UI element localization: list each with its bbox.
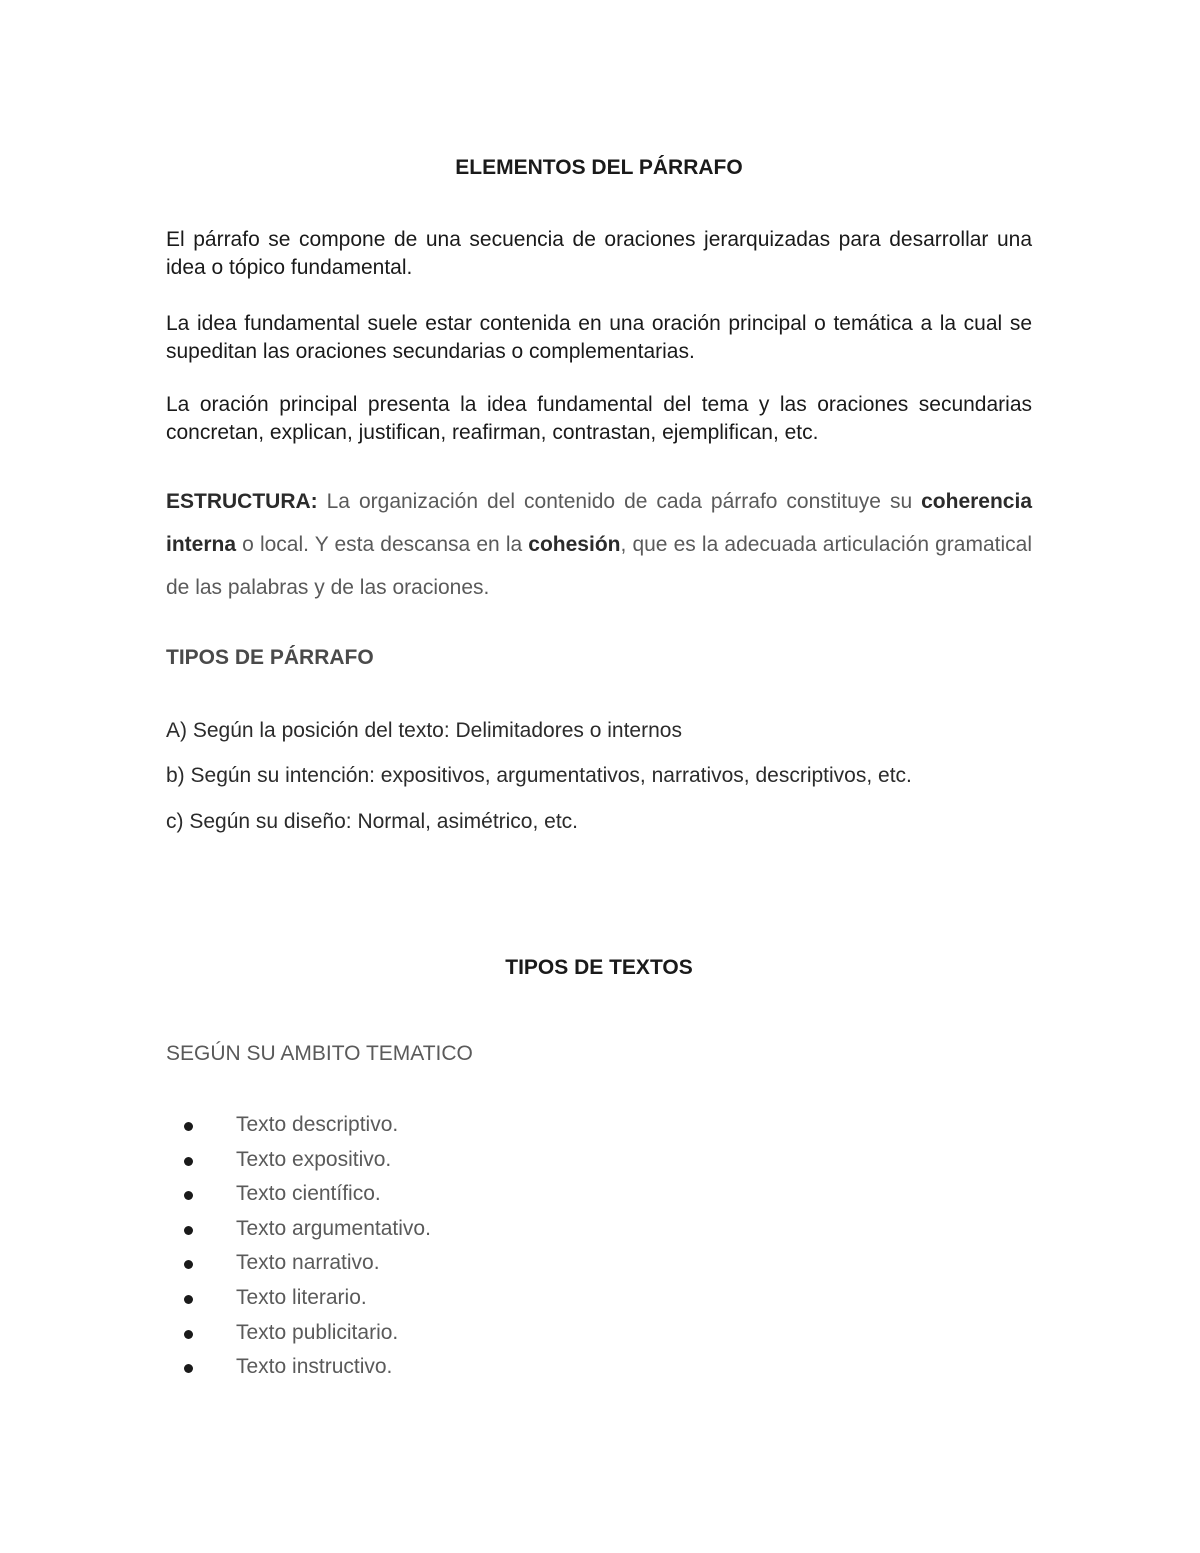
estructura-text-2: o local. Y esta descansa en la xyxy=(236,533,529,556)
list-item-label: Texto argumentativo. xyxy=(236,1216,431,1240)
list-item-label: Texto narrativo. xyxy=(236,1251,380,1275)
bullet-icon xyxy=(184,1226,193,1235)
bullet-icon xyxy=(184,1157,193,1166)
list-item xyxy=(166,1177,1032,1212)
bullet-icon xyxy=(184,1295,193,1304)
list-item-label: Texto literario. xyxy=(236,1285,367,1309)
list-item-label: Texto descriptivo. xyxy=(236,1113,399,1136)
list-item xyxy=(166,1316,1032,1351)
bullet-icon xyxy=(184,1122,193,1131)
tipos-parrafo-heading: TIPOS DE PÁRRAFO xyxy=(166,646,374,669)
bullet-icon xyxy=(184,1260,193,1269)
tipo-parrafo-a: A) Según la posición del texto: Delimitadores o internos xyxy=(166,719,682,742)
bullet-icon xyxy=(184,1330,193,1339)
list-item xyxy=(166,1212,1032,1247)
estructura-text-1: La organización del contenido de cada párrafo constituye su xyxy=(317,490,922,513)
estructura-text-3: , que es la adecuada articulación gramatical de las palabras y de las oraciones. xyxy=(166,533,1032,599)
paragraph-estructura xyxy=(166,480,1032,609)
list-item-label: Texto publicitario. xyxy=(236,1320,399,1344)
list-item xyxy=(166,1108,1032,1143)
list-item-label: Texto científico. xyxy=(236,1182,381,1206)
paragraph-definition: El párrafo se compone de una secuencia de oraciones jerarquizadas para desarrollar una idea o tópico fundamental. xyxy=(166,228,1032,279)
list-item-label: Texto instructivo. xyxy=(236,1355,393,1379)
cohesion-term: cohesión xyxy=(528,533,621,556)
bullet-icon xyxy=(184,1191,193,1200)
list-item xyxy=(166,1281,1032,1316)
ambito-tematico-heading: SEGÚN SU AMBITO TEMATICO xyxy=(166,1042,473,1065)
coherencia-interna-term: coherencia interna xyxy=(166,490,1032,556)
list-item xyxy=(166,1350,1032,1385)
paragraph-idea-fundamental: La idea fundamental suele estar contenida en una oración principal o temática a la cual se supeditan las oraciones secundarias o complementarias. xyxy=(166,312,1032,363)
bullet-icon xyxy=(184,1364,193,1373)
list-item xyxy=(166,1143,1032,1178)
document-title: ELEMENTOS DEL PÁRRAFO xyxy=(455,156,743,179)
tipos-textos-list xyxy=(166,1108,1032,1385)
tipo-parrafo-b: b) Según su intención: expositivos, argumentativos, narrativos, descriptivos, etc. xyxy=(166,764,912,787)
list-item-label: Texto expositivo. xyxy=(236,1147,392,1171)
paragraph-oracion-principal: La oración principal presenta la idea fundamental del tema y las oraciones secundarias concretan, explican, justifican, reafirman, contrastan, ejemplifican, etc. xyxy=(166,393,1032,444)
tipos-textos-heading: TIPOS DE TEXTOS xyxy=(505,956,693,979)
tipo-parrafo-c: c) Según su diseño: Normal, asimétrico, etc. xyxy=(166,810,579,833)
list-item xyxy=(166,1246,1032,1281)
estructura-label: ESTRUCTURA: xyxy=(166,490,318,513)
